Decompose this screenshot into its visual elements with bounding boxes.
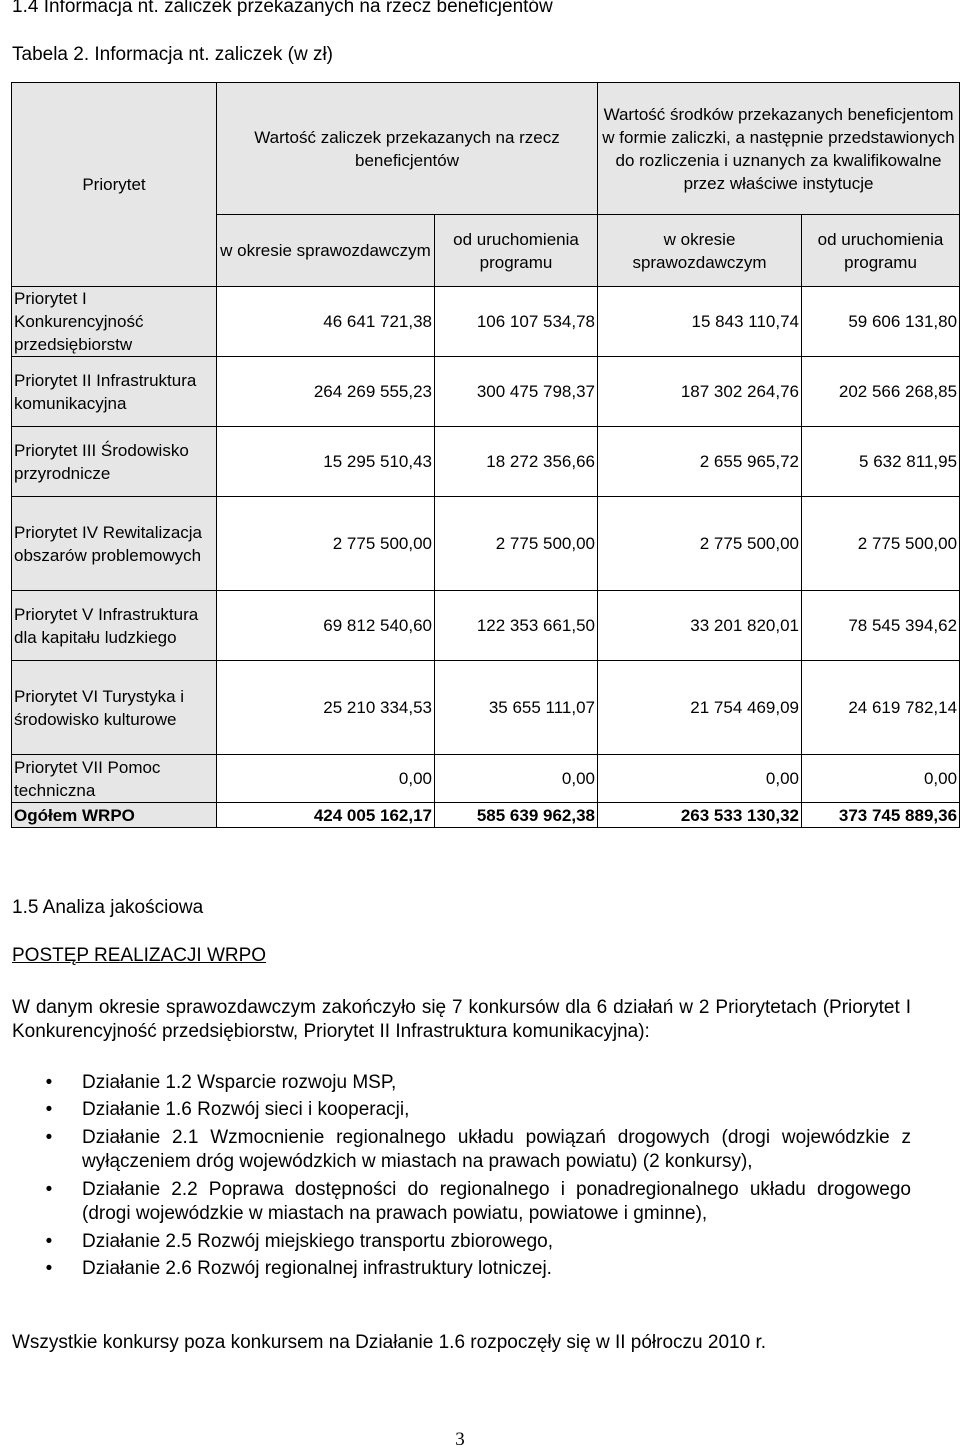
row-priority-name: Priorytet II Infrastruktura komunikacyjna [12, 357, 217, 427]
analysis-heading: 1.5 Analiza jakościowa [12, 897, 204, 918]
bullet-icon: • [45, 1126, 53, 1148]
total-label: Ogółem WRPO [12, 803, 217, 828]
list-item [45, 1230, 911, 1255]
header-priorytet: Priorytet [12, 83, 217, 287]
row-priority-name: Priorytet III Środowisko przyrodnicze [12, 427, 217, 497]
cell-value: 0,00 [217, 755, 435, 803]
measures-list [45, 1071, 911, 1284]
list-item [45, 1071, 911, 1096]
cell-value: 15 295 510,43 [217, 427, 435, 497]
cell-value: 2 775 500,00 [598, 497, 802, 591]
list-item-text: Działanie 2.2 Poprawa dostępności do regionalnego i ponadregionalnego układu drogowego (drogi wojewódzkie w miastach na prawach powiatu, powiatowe i gminne), [82, 1178, 911, 1225]
table-row [12, 497, 960, 591]
list-item-text: Działanie 2.5 Rozwój miejskiego transportu zbiorowego, [82, 1230, 554, 1252]
subheader-od-2: od uruchomienia programu [802, 215, 960, 287]
header-group-settled: Wartość środków przekazanych beneficjentom w formie zaliczki, a następnie przedstawionych do rozliczenia i uznanych za kwalifikowalne przez właściwe instytucje [598, 83, 960, 215]
cell-value: 46 641 721,38 [217, 287, 435, 357]
table-caption: Tabela 2. Informacja nt. zaliczek (w zł) [12, 44, 334, 65]
cell-value: 0,00 [598, 755, 802, 803]
table-row [12, 287, 960, 357]
subheader-okres-1: w okresie sprawozdawczym [217, 215, 435, 287]
bullet-icon: • [45, 1230, 53, 1252]
table-row [12, 591, 960, 661]
cell-value: 21 754 469,09 [598, 661, 802, 755]
list-item-text: Działanie 2.1 Wzmocnienie regionalnego układu powiązań drogowych (drogi wojewódzkie z wyłączeniem dróg wojewódzkich w miastach na prawach powiatu) (2 konkursy), [82, 1126, 911, 1173]
list-item-text: Działanie 1.6 Rozwój sieci i kooperacji, [82, 1099, 410, 1121]
row-priority-name: Priorytet V Infrastruktura dla kapitału ludzkiego [12, 591, 217, 661]
table-row [12, 427, 960, 497]
cell-value: 69 812 540,60 [217, 591, 435, 661]
list-item-text: Działanie 2.6 Rozwój regionalnej infrastruktury lotniczej. [82, 1257, 552, 1279]
header-group-advances: Wartość zaliczek przekazanych na rzecz beneficjentów [217, 83, 598, 215]
cell-value: 187 302 264,76 [598, 357, 802, 427]
table-row [12, 357, 960, 427]
bullet-icon: • [45, 1257, 53, 1279]
cell-value: 202 566 268,85 [802, 357, 960, 427]
cell-value: 25 210 334,53 [217, 661, 435, 755]
cell-value: 35 655 111,07 [435, 661, 598, 755]
bullet-icon: • [45, 1099, 53, 1121]
cell-value: 300 475 798,37 [435, 357, 598, 427]
cell-value: 5 632 811,95 [802, 427, 960, 497]
list-item [45, 1178, 911, 1227]
cell-value: 24 619 782,14 [802, 661, 960, 755]
cell-value: 18 272 356,66 [435, 427, 598, 497]
total-value: 263 533 130,32 [598, 803, 802, 828]
total-value: 373 745 889,36 [802, 803, 960, 828]
subheader-od-1: od uruchomienia programu [435, 215, 598, 287]
cell-value: 2 775 500,00 [802, 497, 960, 591]
cell-value: 0,00 [802, 755, 960, 803]
total-value: 424 005 162,17 [217, 803, 435, 828]
row-priority-name: Priorytet I Konkurencyjność przedsiębiorstw [12, 287, 217, 357]
total-value: 585 639 962,38 [435, 803, 598, 828]
list-item [45, 1257, 911, 1282]
progress-heading: POSTĘP REALIZACJI WRPO [12, 945, 267, 966]
cell-value: 33 201 820,01 [598, 591, 802, 661]
cell-value: 59 606 131,80 [802, 287, 960, 357]
cell-value: 264 269 555,23 [217, 357, 435, 427]
table-row [12, 755, 960, 803]
row-priority-name: Priorytet VI Turystyka i środowisko kulturowe [12, 661, 217, 755]
cell-value: 0,00 [435, 755, 598, 803]
page-number: 3 [455, 1429, 465, 1450]
bullet-icon: • [45, 1178, 53, 1200]
cell-value: 2 775 500,00 [217, 497, 435, 591]
row-priority-name: Priorytet VII Pomoc techniczna [12, 755, 217, 803]
cell-value: 2 775 500,00 [435, 497, 598, 591]
table-row [12, 661, 960, 755]
list-item-text: Działanie 1.2 Wsparcie rozwoju MSP, [82, 1072, 397, 1093]
intro-paragraph: W danym okresie sprawozdawczym zakończyło się 7 konkursów dla 6 działań w 2 Priorytetach (Priorytet I Konkurencyjność przedsiębiorstw, Priorytet II Infrastruktura komunikacyjna): [12, 997, 911, 1043]
cell-value: 106 107 534,78 [435, 287, 598, 357]
subheader-okres-2: w okresie sprawozdawczym [598, 215, 802, 287]
section-title: 1.4 Informacja nt. zaliczek przekazanych na rzecz beneficjentów [12, 0, 553, 17]
table-total-row [12, 803, 960, 828]
cell-value: 2 655 965,72 [598, 427, 802, 497]
list-item [45, 1126, 911, 1175]
list-item [45, 1098, 911, 1123]
cell-value: 78 545 394,62 [802, 591, 960, 661]
advances-table [11, 82, 960, 828]
row-priority-name: Priorytet IV Rewitalizacja obszarów problemowych [12, 497, 217, 591]
cell-value: 122 353 661,50 [435, 591, 598, 661]
final-sentence: Wszystkie konkursy poza konkursem na Działanie 1.6 rozpoczęły się w II półroczu 2010 r. [12, 1332, 766, 1353]
bullet-icon: • [45, 1072, 53, 1093]
cell-value: 15 843 110,74 [598, 287, 802, 357]
